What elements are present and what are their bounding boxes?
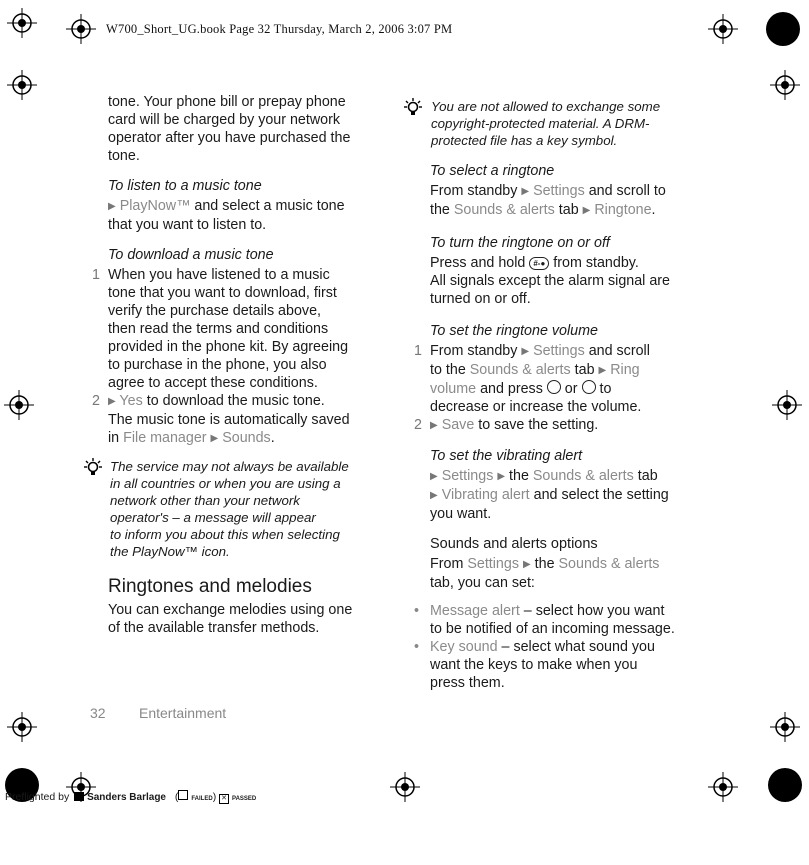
- step-number: 2: [92, 393, 100, 409]
- registration-mark-icon: [7, 712, 37, 742]
- arrow-icon: ▶: [210, 433, 219, 444]
- warning-note: You are not allowed to exchange some copyright-protected material. A DRM- protected file has a key symbol.: [431, 99, 661, 148]
- download-title: To download a music tone: [108, 247, 274, 263]
- arrow-icon: ▶: [430, 490, 438, 501]
- registration-mark-icon: [708, 14, 738, 44]
- registration-dot-icon: [766, 12, 800, 46]
- options-title: Sounds and alerts options: [430, 536, 598, 552]
- options-intro: From Settings ▶ the Sounds & alerts tab, you can set:: [430, 556, 660, 591]
- section-heading: Ringtones and melodies: [108, 576, 312, 597]
- vibrating-title: To set the vibrating alert: [430, 448, 583, 464]
- vibrating-instructions: ▶ Settings ▶ the Sounds & alerts tab ▶ Vibrating alert and select the setting you want.: [430, 468, 669, 522]
- hash-key-icon: #-●: [529, 257, 549, 270]
- bullet-icon: •: [414, 639, 420, 655]
- right-column: [414, 162, 720, 692]
- warning-icon: [402, 98, 424, 120]
- registration-mark-icon: [708, 772, 738, 802]
- listen-title: To listen to a music tone: [108, 178, 262, 194]
- select-ringtone-title: To select a ringtone: [430, 163, 555, 179]
- arrow-icon: ▶: [598, 365, 607, 376]
- registration-mark-icon: [66, 14, 96, 44]
- arrow-icon: ▶: [430, 471, 438, 482]
- registration-mark-icon: [4, 390, 34, 420]
- sanders-barlage-logo-icon: [74, 792, 84, 801]
- options-bullet-key-sound: • Key sound – select what sound you want the keys to make when you press them.: [414, 639, 655, 691]
- onoff-title: To turn the ringtone on or off: [430, 235, 610, 251]
- volume-down-key-icon: [582, 380, 596, 394]
- arrow-icon: ▶: [582, 205, 591, 216]
- menu-sounds: Sounds: [222, 430, 271, 446]
- intro-paragraph: tone. Your phone bill or prepay phone card will be charged by your network operator after you have purchased the tone.: [108, 94, 351, 164]
- volume-step-2: 2 ▶ Save to save the setting.: [414, 417, 599, 433]
- checkbox-failed-icon: [178, 790, 188, 800]
- page-number: 32: [90, 705, 106, 721]
- arrow-icon: ▶: [108, 396, 116, 407]
- preflight-stamp: Preflighted by Sanders Barlage ( FAILED) ✕ PASSED: [5, 791, 257, 803]
- checkbox-passed-icon: ✕: [219, 794, 229, 804]
- registration-mark-icon: [7, 8, 37, 38]
- menu-yes: Yes: [119, 393, 143, 409]
- volume-title: To set the ringtone volume: [430, 323, 598, 339]
- onoff-instructions: Press and hold #-● from standby. All signals except the alarm signal are turned on or off.: [430, 255, 670, 307]
- volume-up-key-icon: [547, 380, 561, 394]
- select-ringtone-instructions: From standby ▶ Settings and scroll to the Sounds & alerts tab ▶ Ringtone.: [430, 183, 666, 218]
- registration-mark-icon: [772, 390, 802, 420]
- options-bullet-message-alert: • Message alert – select how you want to be notified of an incoming message.: [414, 603, 675, 637]
- download-step-1: 1 When you have listened to a music tone that you want to download, first verify the purchase details above, then read the terms and conditions provided in the phone kit. By agreeing to purchase in the phone, you also agree to accept these conditions.: [92, 267, 349, 391]
- registration-mark-icon: [770, 70, 800, 100]
- arrow-icon: ▶: [521, 186, 530, 197]
- registration-mark-icon: [390, 772, 420, 802]
- tip-note: The service may not always be available in all countries or when you are using a network other than your network operator's – a message will appear to inform you about this when selecting the PlayNow™ icon.: [110, 459, 349, 559]
- registration-dot-icon: [768, 768, 802, 802]
- listen-instructions: ▶ PlayNow™ and select a music tone that you want to listen to.: [108, 198, 345, 233]
- menu-file-manager: File manager: [123, 430, 207, 446]
- bullet-icon: •: [414, 603, 420, 619]
- registration-mark-icon: [770, 712, 800, 742]
- arrow-icon: ▶: [522, 559, 531, 570]
- section-body: You can exchange melodies using one of the available transfer methods.: [108, 602, 353, 636]
- arrow-icon: ▶: [521, 346, 530, 357]
- arrow-icon: ▶: [497, 471, 506, 482]
- left-column: [92, 93, 388, 448]
- step-number: 1: [92, 267, 100, 283]
- registration-mark-icon: [7, 70, 37, 100]
- arrow-icon: ▶: [430, 420, 438, 431]
- print-slug: W700_Short_UG.book Page 32 Thursday, March 2, 2006 3:07 PM: [106, 22, 453, 36]
- download-step-2: 2 ▶ Yes to download the music tone. The music tone is automatically saved in File manager ▶ Sounds.: [92, 393, 350, 446]
- arrow-icon: ▶: [108, 201, 116, 212]
- tip-lightbulb-icon: [82, 458, 104, 480]
- menu-playnow: PlayNow™: [119, 198, 191, 214]
- volume-step-1: 1 From standby ▶ Settings and scroll to the Sounds & alerts tab ▶ Ring volume and press or to decrease or increase the volume.: [414, 343, 650, 415]
- section-name: Entertainment: [139, 705, 227, 721]
